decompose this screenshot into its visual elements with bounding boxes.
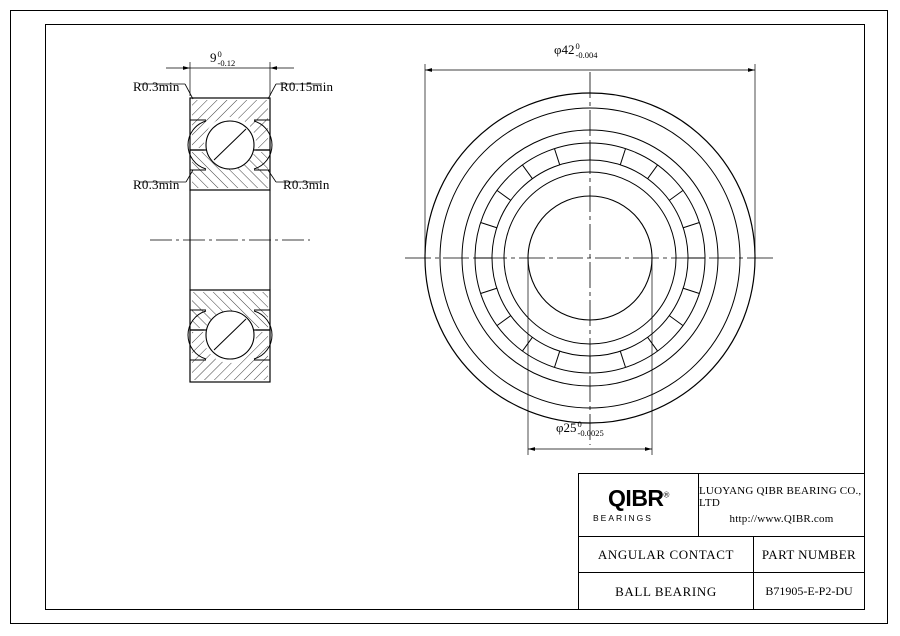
product-type-line-1: ANGULAR CONTACT [579, 537, 754, 572]
dimension-bore-upper: 0 [577, 419, 582, 430]
title-block-row-product-2 [579, 573, 864, 610]
dimension-od-lower: -0.004 [575, 50, 598, 61]
dimension-od-upper: 0 [575, 41, 580, 52]
radius-callout-lower-left: R0.3min [133, 177, 180, 192]
part-number-value: B71905-E-P2-DU [765, 584, 853, 598]
dimension-width-value: 9 [210, 50, 217, 65]
title-block-row-product-1 [579, 537, 864, 573]
section-view [140, 62, 322, 382]
company-info [699, 474, 864, 536]
dimension-bore-value: φ25 [556, 420, 577, 435]
radius-callout-upper-right: R0.15min [280, 79, 334, 94]
product-type-line-2: BALL BEARING [579, 573, 754, 610]
radius-callout-upper-left: R0.3min [133, 79, 180, 94]
dimension-od-value: φ42 [554, 42, 575, 57]
dimension-width-lower: -0.12 [217, 58, 236, 69]
logo-subtitle: BEARINGS [593, 513, 653, 523]
dimension-bore-diameter [556, 420, 604, 438]
title-block [578, 473, 865, 610]
dimension-outer-diameter [554, 42, 597, 60]
dimension-width-upper: 0 [217, 49, 222, 60]
dimension-width [210, 50, 235, 68]
radius-callout-lower-right: R0.3min [283, 177, 330, 192]
dimension-bore-lower: -0.0025 [577, 428, 604, 439]
company-website[interactable]: http://www.QIBR.com [729, 513, 834, 525]
company-logo [579, 474, 699, 536]
company-name: LUOYANG QIBR BEARING CO., LTD [699, 485, 862, 509]
registered-trademark-icon: ® [663, 490, 669, 500]
logo-brand-text [608, 487, 669, 510]
title-block-header-row [579, 474, 864, 537]
logo-brand: QIBR [608, 485, 664, 511]
front-view [405, 64, 775, 455]
part-number-label: PART NUMBER [761, 546, 857, 562]
